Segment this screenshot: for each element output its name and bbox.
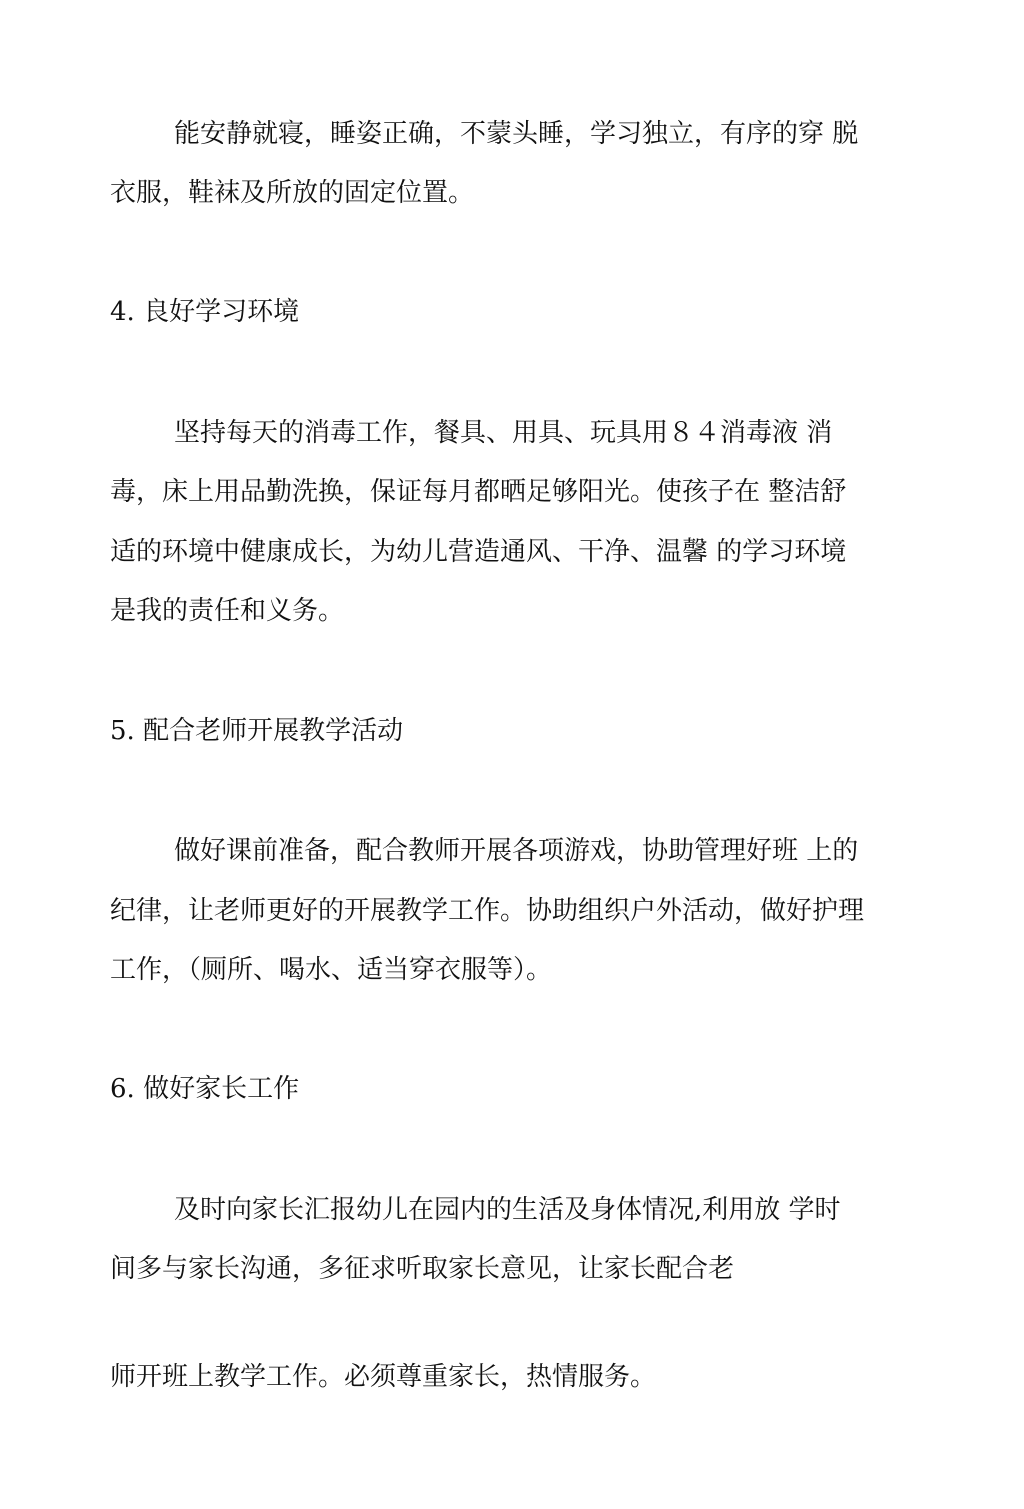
paragraph-line: 工作，（厕所、喝水、适当穿衣服等）。: [110, 955, 553, 985]
section-heading-6: 6. 做好家长工作: [110, 1074, 300, 1104]
section-heading-4: 4. 良好学习环境: [110, 297, 300, 327]
paragraph-line: 师开班上教学工作。必须尊重家长，热情服务。: [110, 1362, 657, 1392]
paragraph-line: 做好课前准备，配合教师开展各项游戏，协助管理好班 上的: [174, 836, 859, 866]
paragraph-line: 坚持每天的消毒工作，餐具、用具、玩具用８４消毒液 消: [174, 418, 833, 448]
paragraph-line: 衣服，鞋袜及所放的固定位置。: [110, 178, 475, 208]
paragraph-line: 间多与家长沟通，多征求听取家长意见，让家长配合老: [110, 1254, 735, 1284]
paragraph-line: 纪律，让老师更好的开展教学工作。协助组织户外活动，做好护理: [110, 896, 865, 926]
paragraph-line: 是我的责任和义务。: [110, 596, 345, 626]
paragraph-line: 毒，床上用品勤洗换，保证每月都晒足够阳光。使孩子在 整洁舒: [110, 477, 847, 507]
paragraph-line: 能安静就寝，睡姿正确，不蒙头睡，学习独立，有序的穿 脱: [174, 119, 859, 149]
paragraph-line: 及时向家长汇报幼儿在园内的生活及身体情况,利用放 学时: [174, 1195, 841, 1225]
section-heading-5: 5. 配合老师开展教学活动: [110, 716, 404, 746]
paragraph-line: 适的环境中健康成长，为幼儿营造通风、干净、温馨 的学习环境: [110, 537, 847, 567]
